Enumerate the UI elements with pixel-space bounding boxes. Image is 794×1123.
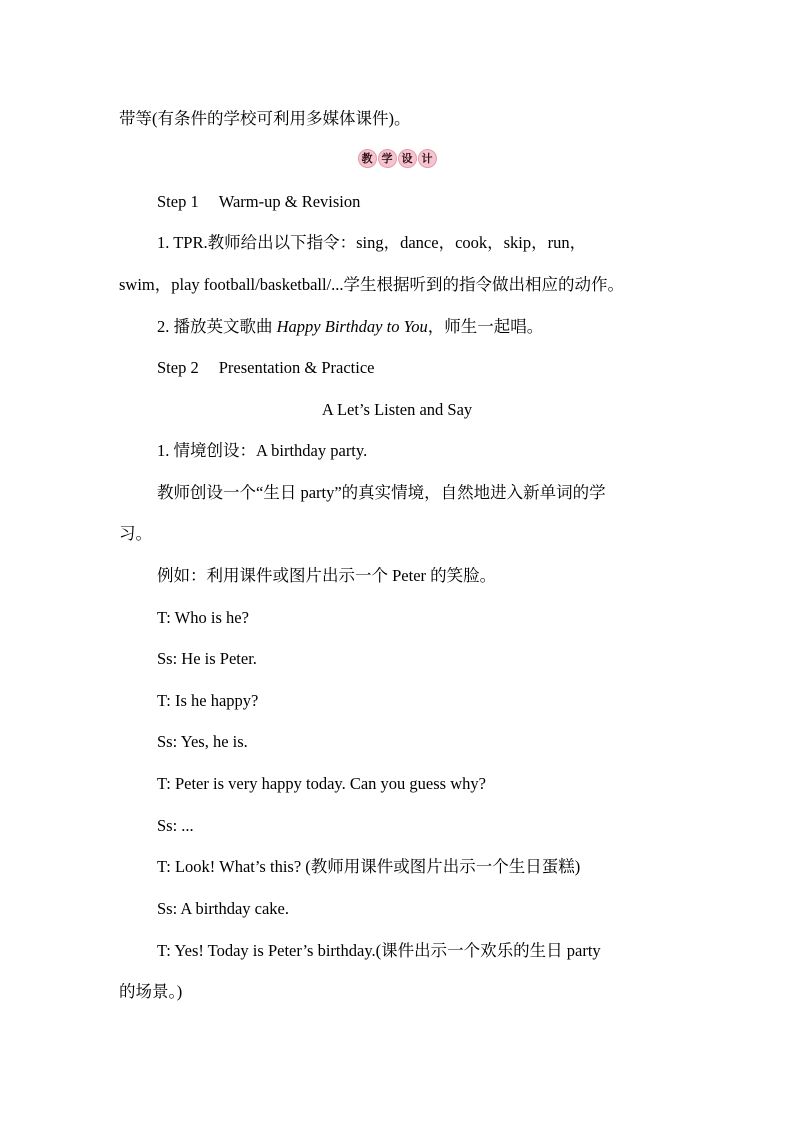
dialogue-line: Ss: ... [157, 816, 194, 835]
step1-label: Step 1 [157, 192, 199, 211]
dialogue-line: Ss: Yes, he is. [157, 732, 248, 751]
step1-item1-line1: 1. TPR.教师给出以下指令：sing，dance，cook，skip，run， [157, 233, 587, 252]
dialogue-line: T: Is he happy? [157, 691, 259, 710]
badge-char: 教 [358, 149, 377, 168]
intro-tail: 带等(有条件的学校可利用多媒体课件)。 [119, 109, 411, 128]
last-line: 的场景。) [119, 982, 183, 1001]
song-title: Happy Birthday to You [276, 317, 428, 336]
dialogue-line: Ss: A birthday cake. [157, 899, 289, 918]
step1-heading [157, 190, 360, 214]
dialogue-line: T: Look! What’s this? (教师用课件或图片出示一个生日蛋糕) [157, 857, 581, 876]
step2-label: Step 2 [157, 358, 199, 377]
para1-line1: 教师创设一个“生日 party”的真实情境，自然地进入新单词的学 [157, 483, 606, 502]
section-a-title: A Let’s Listen and Say [321, 400, 473, 419]
dialogue-line: Ss: He is Peter. [157, 649, 257, 668]
badge-char: 设 [398, 149, 417, 168]
badge-char: 学 [378, 149, 397, 168]
section-badge [0, 149, 794, 168]
step2-heading [157, 356, 375, 380]
dialogue-line: T: Yes! Today is Peter’s birthday.(课件出示一个欢乐的生日 party [157, 941, 601, 960]
para1-line2: 习。 [119, 524, 152, 543]
step1-item1-line2: swim，play football/basketball/...学生根据听到的指令做出相应的动作。 [119, 275, 625, 294]
badge-char: 计 [418, 149, 437, 168]
step1-item2-pre: 2. 播放英文歌曲 [157, 317, 277, 336]
item1: 1. 情境创设：A birthday party. [157, 441, 368, 460]
dialogue-line: T: Who is he? [157, 608, 249, 627]
example: 例如：利用课件或图片出示一个 Peter 的笑脸。 [157, 566, 497, 585]
dialogue-line: T: Peter is very happy today. Can you guess why? [157, 774, 486, 793]
step1-item2-post: ，师生一起唱。 [427, 317, 544, 336]
step1-item2 [157, 315, 543, 339]
step1-title: Warm-up & Revision [218, 192, 361, 211]
step2-title: Presentation & Practice [218, 358, 375, 377]
